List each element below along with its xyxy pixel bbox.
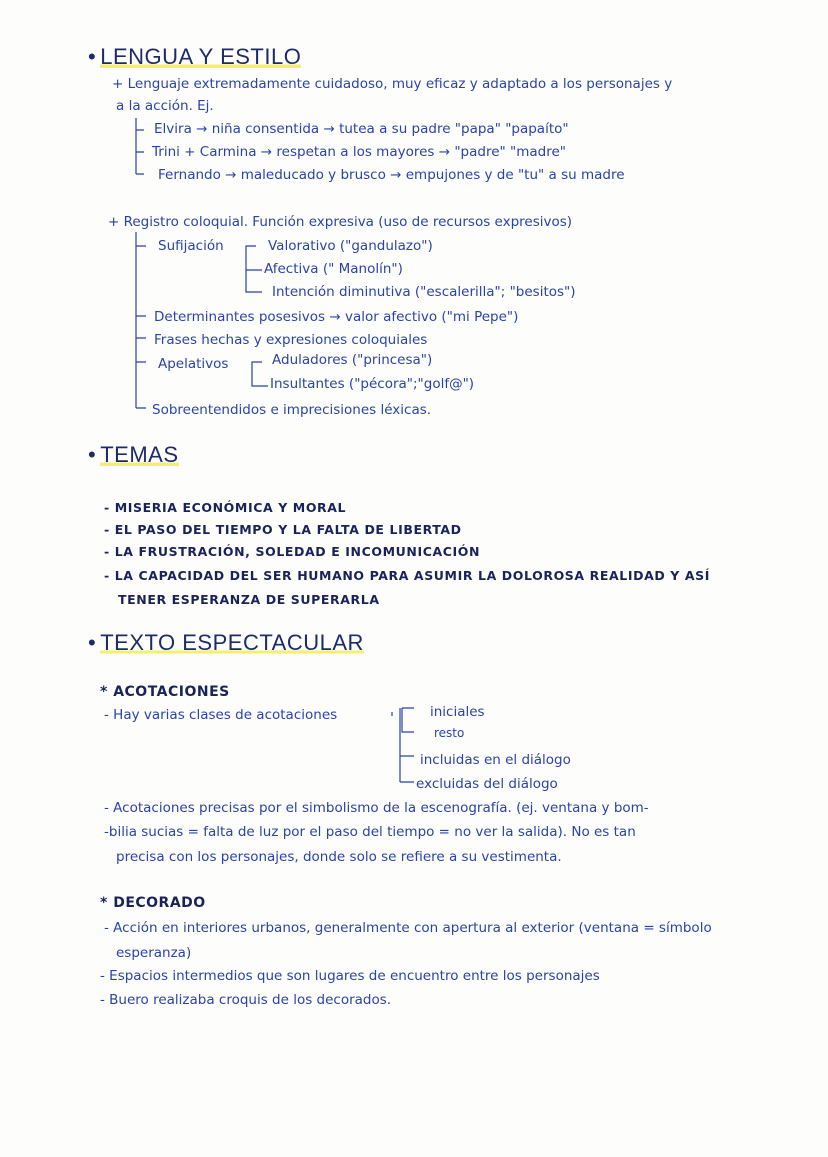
lengua-intro-line2: a la acción. Ej. xyxy=(116,98,214,114)
examples-bracket xyxy=(132,118,152,182)
example-trini: Trini + Carmina → respetan a los mayores → "padre" "madre" xyxy=(152,144,566,160)
section-heading-temas xyxy=(88,442,179,468)
sufijacion-diminutiva: Intención diminutiva ("escalerilla"; "besitos") xyxy=(272,284,576,300)
lengua-intro-line1: + Lenguaje extremadamente cuidadoso, muy eficaz y adaptado a los personajes y xyxy=(112,76,673,92)
acotaciones-heading: * ACOTACIONES xyxy=(100,684,230,700)
tema-item: - LA FRUSTRACIÓN, SOLEDAD E INCOMUNICACIÓN xyxy=(104,544,481,559)
heading-text: LENGUA Y ESTILO xyxy=(100,44,302,69)
apelativos-aduladores: Aduladores ("princesa") xyxy=(272,352,433,368)
sufijacion-label: Sufijación xyxy=(158,238,224,254)
acot-paragraph-line2: -bilia sucias = falta de luz por el paso del tiempo = no ver la salida). No es tan xyxy=(104,824,636,840)
apelativos-bracket xyxy=(242,356,272,396)
frases-line: Frases hechas y expresiones coloquiales xyxy=(154,332,428,348)
sufijacion-valorativo: Valorativo ("gandulazo") xyxy=(268,238,433,254)
example-elvira: Elvira → niña consentida → tutea a su padre "papa" "papaíto" xyxy=(154,121,569,137)
tema-item-continuation: TENER ESPERANZA DE SUPERARLA xyxy=(118,592,380,607)
bullet-icon: • xyxy=(88,44,97,69)
tema-item: - LA CAPACIDAD DEL SER HUMANO PARA ASUMIR LA DOLOROSA REALIDAD Y ASÍ xyxy=(104,568,710,583)
sufijacion-afectiva: Afectiva (" Manolín") xyxy=(264,261,403,277)
decorado-item: - Espacios intermedios que son lugares de encuentro entre los personajes xyxy=(100,968,600,984)
decorado-item: - Buero realizaba croquis de los decorados. xyxy=(100,992,392,1008)
bullet-icon: • xyxy=(88,630,97,655)
apelativos-label: Apelativos xyxy=(158,356,229,372)
acot-type-iniciales: iniciales xyxy=(430,704,485,720)
acotaciones-line: - Hay varias clases de acotaciones xyxy=(104,707,338,723)
determinantes-line: Determinantes posesivos → valor afectivo ("mi Pepe") xyxy=(154,309,519,325)
section-heading-texto xyxy=(88,630,364,656)
tema-item: - MISERIA ECONÓMICA Y MORAL xyxy=(104,500,347,515)
decorado-item-continuation: esperanza) xyxy=(116,945,192,961)
acot-type-incluidas: incluidas en el diálogo xyxy=(420,752,571,768)
heading-text: TEMAS xyxy=(100,442,179,467)
registro-bracket xyxy=(132,232,152,412)
example-fernando: Fernando → maleducado y brusco → empujones y de "tu" a su madre xyxy=(158,167,625,183)
tema-item: - EL PASO DEL TIEMPO Y LA FALTA DE LIBERTAD xyxy=(104,522,462,537)
acot-paragraph-line1: - Acotaciones precisas por el simbolismo de la escenografía. (ej. ventana y bom- xyxy=(104,800,649,816)
heading-text: TEXTO ESPECTACULAR xyxy=(100,630,364,655)
decorado-heading: * DECORADO xyxy=(100,895,206,911)
acot-paragraph-line3: precisa con los personajes, donde solo se refiere a su vestimenta. xyxy=(116,849,562,865)
bullet-icon: • xyxy=(88,442,97,467)
decorado-item: - Acción en interiores urbanos, generalmente con apertura al exterior (ventana = símbolo xyxy=(104,920,712,936)
acot-type-excluidas: excluidas del diálogo xyxy=(416,776,558,792)
acot-type-resto: resto xyxy=(434,726,465,740)
section-heading-lengua xyxy=(88,44,301,70)
registro-line: + Registro coloquial. Función expresiva (uso de recursos expresivos) xyxy=(108,214,573,230)
sobreentendidos-line: Sobreentendidos e imprecisiones léxicas. xyxy=(152,402,432,418)
apelativos-insultantes: Insultantes ("pécora";"golf@") xyxy=(270,376,475,392)
